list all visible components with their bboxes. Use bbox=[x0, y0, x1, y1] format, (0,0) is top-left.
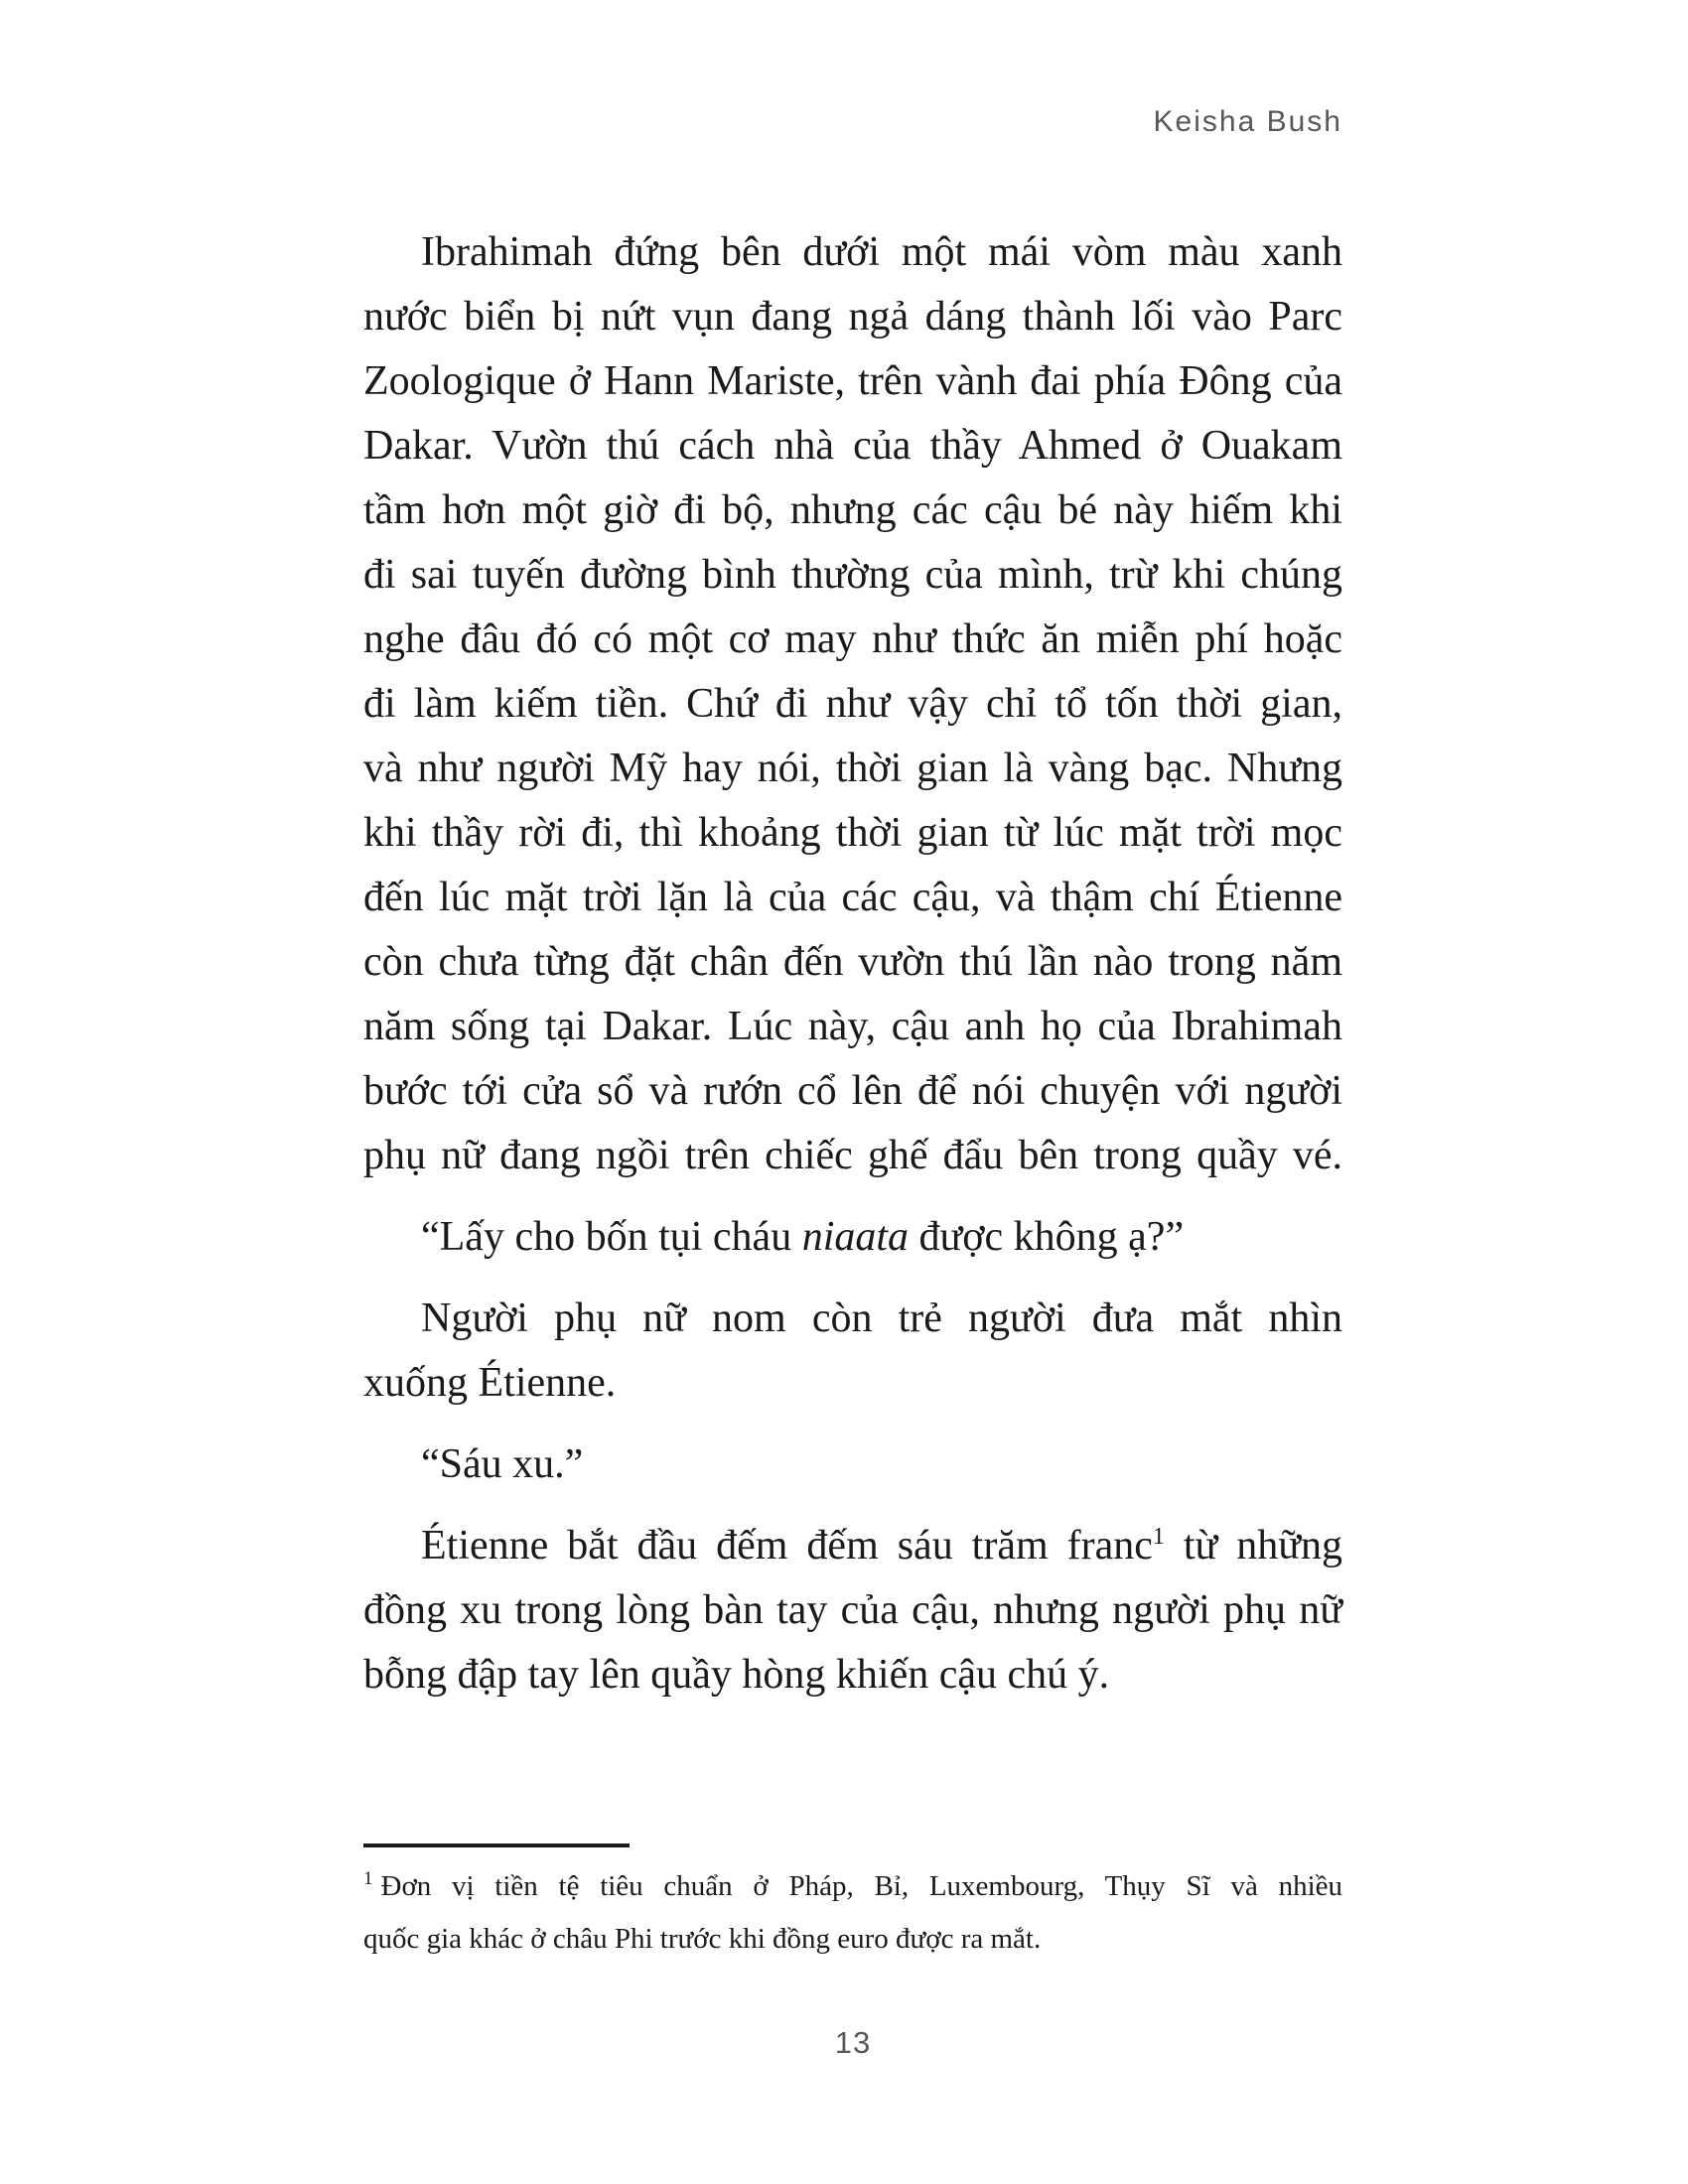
footnote-text: Đơn vị tiền tệ tiêu chuẩn ở Pháp, Bỉ, Luxembourg, Thụy Sĩ và nhiều bbox=[380, 1870, 1342, 1902]
paragraph bbox=[363, 1287, 1342, 1416]
paragraph bbox=[363, 1514, 1342, 1707]
footnote bbox=[363, 1843, 1342, 1966]
foreign-word-italic: niaata bbox=[801, 1214, 910, 1260]
body-line: xuống Étienne. bbox=[363, 1360, 617, 1406]
footnote-line: quốc gia khác ở châu Phi trước khi đồng euro được ra mắt. bbox=[363, 1923, 1042, 1955]
body-line: bước tới cửa sổ và rướn cổ lên để nói chuyện với người bbox=[363, 1068, 1342, 1114]
body-line bbox=[363, 1514, 1342, 1578]
body-text-segment: Étienne bắt đầu đếm đếm sáu trăm franc bbox=[421, 1523, 1153, 1569]
body-line: năm sống tại Dakar. Lúc này, cậu anh họ của Ibrahimah bbox=[363, 1004, 1342, 1049]
dialogue-line bbox=[363, 1205, 1342, 1270]
paragraph bbox=[363, 220, 1342, 1188]
body-line: Dakar. Vườn thú cách nhà của thầy Ahmed ở Ouakam bbox=[363, 423, 1342, 469]
body-line: khi thầy rời đi, thì khoảng thời gian từ lúc mặt trời mọc bbox=[363, 810, 1342, 856]
body-line: tầm hơn một giờ đi bộ, nhưng các cậu bé này hiếm khi bbox=[363, 487, 1342, 533]
footnote-marker: 1 bbox=[363, 1868, 373, 1890]
body-line: và như người Mỹ hay nói, thời gian là vàng bạc. Nhưng bbox=[363, 746, 1342, 791]
body-text bbox=[363, 220, 1342, 1966]
paragraph bbox=[363, 1433, 1342, 1497]
footnote-rule bbox=[363, 1843, 630, 1847]
body-line: Người phụ nữ nom còn trẻ người đưa mắt nhìn bbox=[421, 1296, 1342, 1341]
footnote-reference: 1 bbox=[1152, 1524, 1165, 1550]
body-line: đến lúc mặt trời lặn là của các cậu, và thậm chí Étienne bbox=[363, 875, 1342, 920]
body-text-segment: từ những bbox=[1164, 1523, 1342, 1569]
body-line: đồng xu trong lòng bàn tay của cậu, nhưng người phụ nữ bbox=[363, 1587, 1342, 1633]
footnote-line bbox=[363, 1860, 1342, 1913]
body-line: Ibrahimah đứng bên dưới một mái vòm màu xanh bbox=[421, 229, 1342, 275]
dialogue-text: “Lấy cho bốn tụi cháu bbox=[421, 1214, 802, 1260]
body-line: đi làm kiếm tiền. Chứ đi như vậy chỉ tổ tốn thời gian, bbox=[363, 681, 1342, 727]
body-line: bỗng đập tay lên quầy hòng khiến cậu chú ý. bbox=[363, 1652, 1110, 1698]
body-line: nước biển bị nứt vụn đang ngả dáng thành lối vào Parc bbox=[363, 294, 1342, 340]
body-line: nghe đâu đó có một cơ may như thức ăn miễn phí hoặc bbox=[363, 616, 1342, 662]
running-header-author: Keisha Bush bbox=[1153, 105, 1342, 138]
body-line: đi sai tuyến đường bình thường của mình, trừ khi chúng bbox=[363, 552, 1342, 598]
body-line: còn chưa từng đặt chân đến vườn thú lần nào trong năm bbox=[363, 939, 1342, 985]
dialogue-line: “Sáu xu.” bbox=[421, 1441, 584, 1487]
body-line: phụ nữ đang ngồi trên chiếc ghế đẩu bên trong quầy vé. bbox=[363, 1133, 1342, 1178]
page-number: 13 bbox=[834, 2025, 872, 2060]
body-line: Zoologique ở Hann Mariste, trên vành đai phía Đông của bbox=[363, 358, 1342, 404]
dialogue-text: được không ạ?” bbox=[909, 1214, 1185, 1260]
paragraph bbox=[363, 1205, 1342, 1270]
